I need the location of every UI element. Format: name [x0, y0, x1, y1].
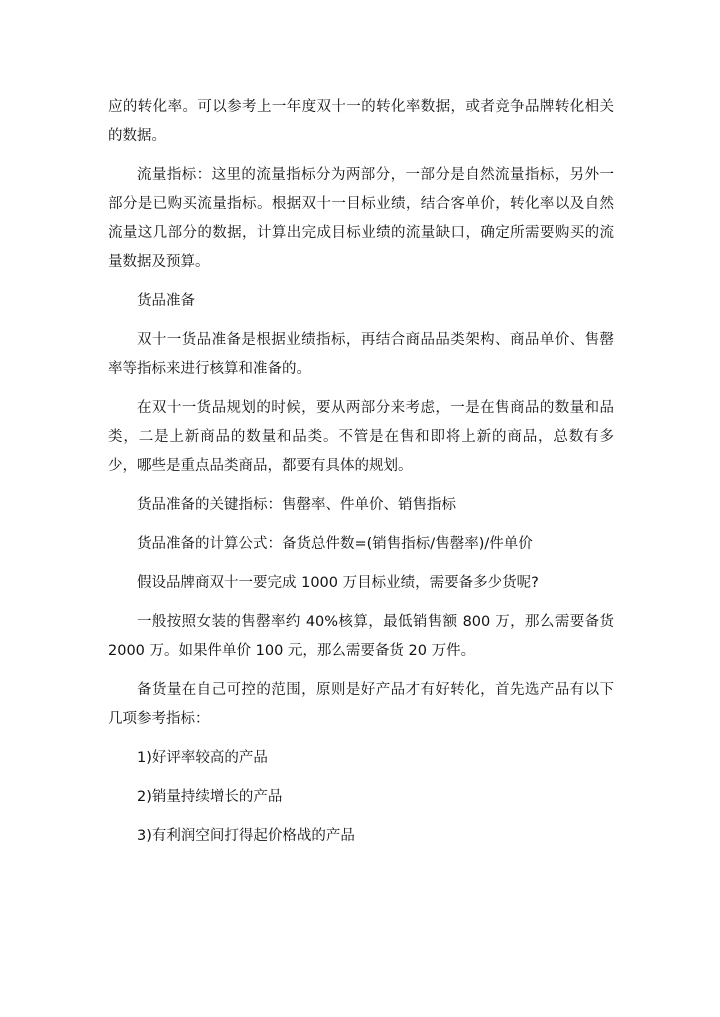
- paragraph-key-indicators: 货品准备的关键指标：售罄率、件单价、销售指标: [137, 497, 456, 513]
- paragraph-selection-criteria: 备货量在自己可控的范围，原则是好产品才有好转化，首先选产品有以下几项参考指标：: [108, 682, 614, 727]
- paragraph-goods-planning: 在双十一货品规划的时候，要从两部分来考虑，一是在售商品的数量和品类，二是上新商品的数量和品类。不管是在售和即将上新的商品，总数有多少，哪些是重点品类商品，都要有具体的规划。: [108, 400, 614, 474]
- list-item-growing-sales: 2)销量持续增长的产品: [137, 789, 283, 805]
- list-item-high-rating: 1)好评率较高的产品: [137, 750, 268, 766]
- paragraph-calculation-example: 一般按照女装的售罄率约 40%核算，最低销售额 800 万，那么需要备货 2000 万。如果件单价 100 元，那么需要备货 20 万件。: [108, 614, 614, 659]
- paragraph-traffic-indicator: 流量指标：这里的流量指标分为两部分，一部分是自然流量指标，另外一部分是已购买流量指标。根据双十一目标业绩，结合客单价，转化率以及自然流量这几部分的数据，计算出完成目标业绩的流量缺口，确定所需要购买的流量数据及预算。: [108, 167, 614, 270]
- paragraph-assumption: 假设品牌商双十一要完成 1000 万目标业绩，需要备多少货呢?: [137, 575, 539, 591]
- list-item-profit-margin: 3)有利润空间打得起价格战的产品: [137, 828, 355, 844]
- document-body: [108, 93, 614, 861]
- paragraph-formula: 货品准备的计算公式：备货总件数=(销售指标/售罄率)/件单价: [137, 536, 533, 552]
- paragraph-continuation: 应的转化率。可以参考上一年度双十一的转化率数据，或者竞争品牌转化相关的数据。: [108, 99, 614, 144]
- paragraph-goods-preparation-basis: 双十一货品准备是根据业绩指标，再结合商品品类架构、商品单价、售罄率等指标来进行核算和准备的。: [108, 332, 614, 377]
- section-heading-goods-preparation: 货品准备: [137, 293, 195, 309]
